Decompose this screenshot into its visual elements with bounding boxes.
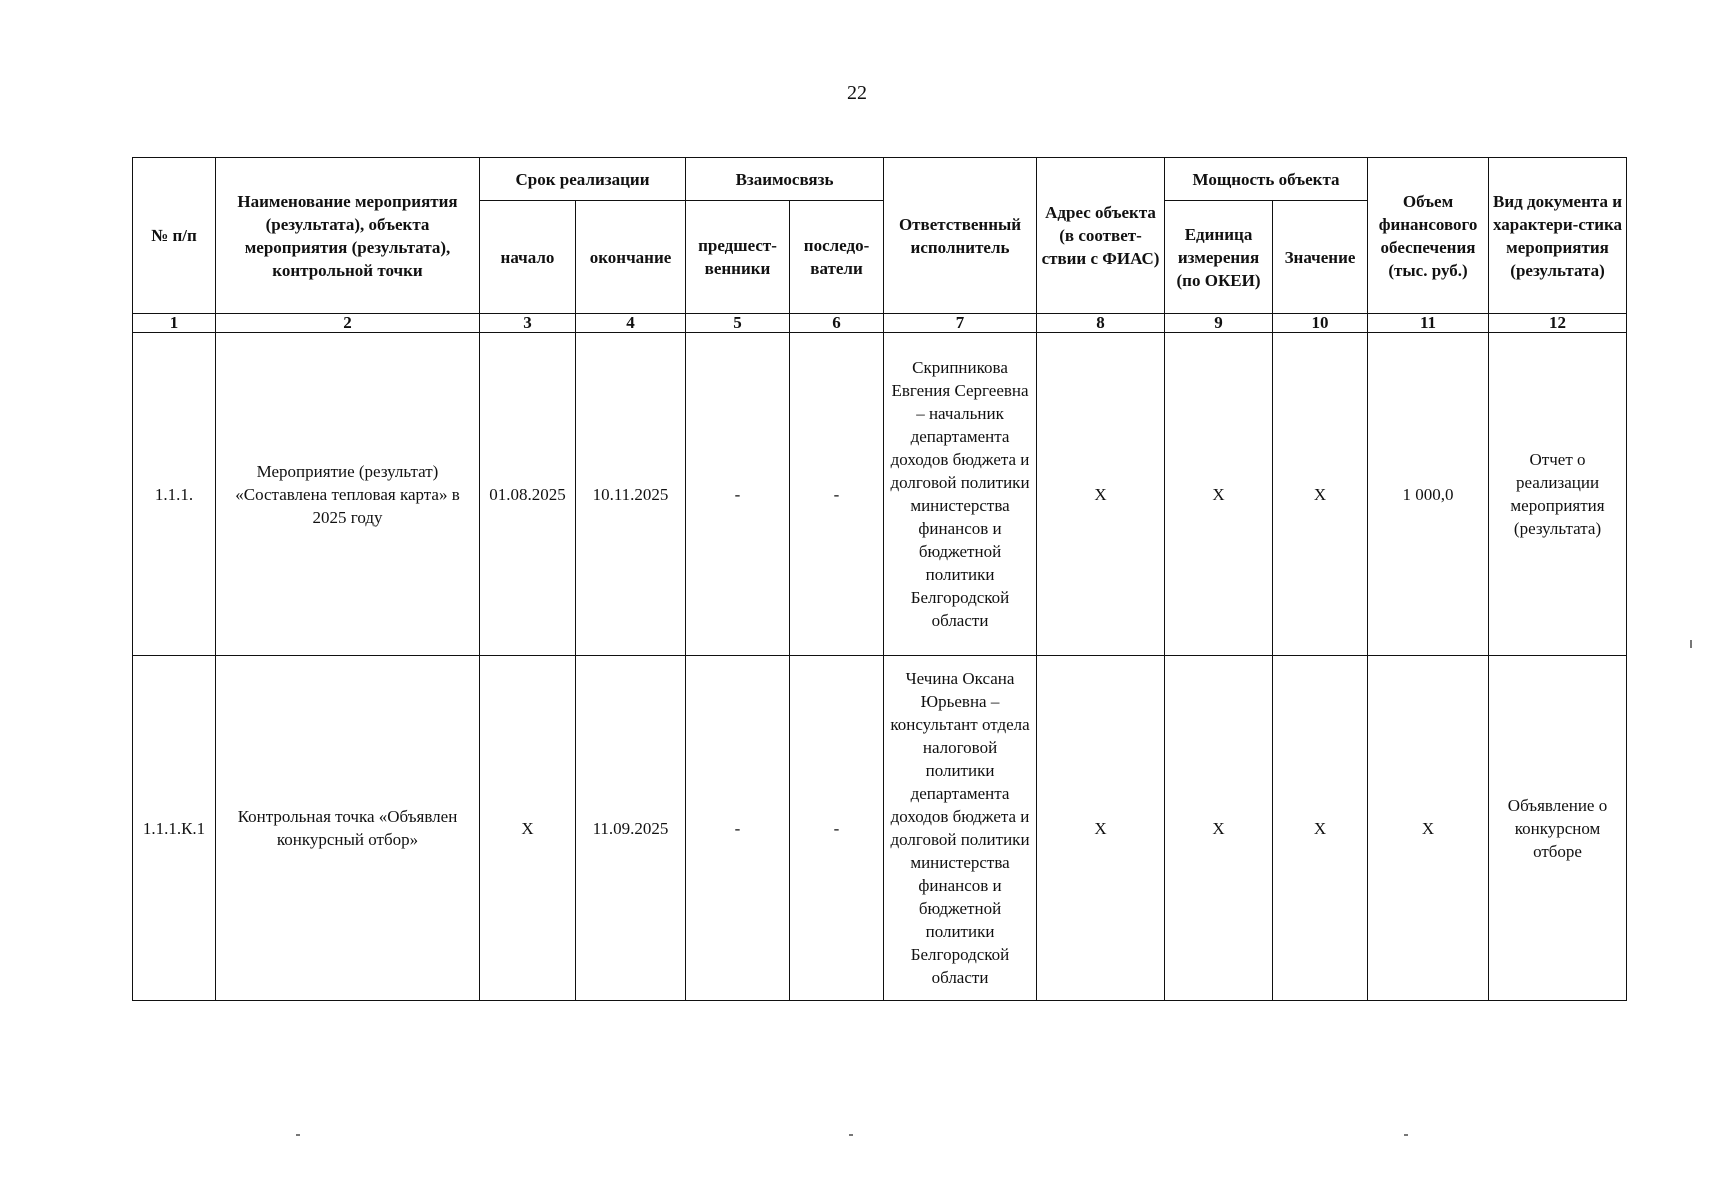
header-capacity: Мощность объекта [1165,158,1368,201]
column-number: 12 [1489,314,1627,333]
column-number: 5 [686,314,790,333]
scan-speck [296,1134,300,1136]
row-address: Х [1037,656,1165,1001]
header-term-end: окончание [576,201,686,314]
table-row [133,656,1627,1001]
header-name: Наименование мероприятия (результата), объекта мероприятия (результата), контрольной точки [216,158,480,314]
row-unit: Х [1165,333,1273,656]
row-name: Мероприятие (результат) «Составлена тепловая карта» в 2025 году [216,333,480,656]
row-prev: - [686,333,790,656]
row-prev: - [686,656,790,1001]
column-number: 7 [884,314,1037,333]
header-capacity-value: Значение [1273,201,1368,314]
row-name: Контрольная точка «Объявлен конкурсный отбор» [216,656,480,1001]
row-num: 1.1.1.К.1 [133,656,216,1001]
row-value: Х [1273,333,1368,656]
column-number: 4 [576,314,686,333]
page-number: 22 [847,82,867,104]
header-executor: Ответственный исполнитель [884,158,1037,314]
scan-speck [849,1134,853,1136]
row-end: 10.11.2025 [576,333,686,656]
header-relation-next: последо-ватели [790,201,884,314]
row-num: 1.1.1. [133,333,216,656]
header-relation: Взаимосвязь [686,158,884,201]
row-address: Х [1037,333,1165,656]
row-unit: Х [1165,656,1273,1001]
header-row-top [133,158,1627,201]
scan-speck [1690,640,1692,648]
row-next: - [790,656,884,1001]
row-value: Х [1273,656,1368,1001]
header-doc: Вид документа и характери-стика мероприятия (результата) [1489,158,1627,314]
header-relation-prev: предшест-венники [686,201,790,314]
header-term: Срок реализации [480,158,686,201]
row-next: - [790,333,884,656]
row-end: 11.09.2025 [576,656,686,1001]
column-number: 3 [480,314,576,333]
header-capacity-unit: Единица измерения (по ОКЕИ) [1165,201,1273,314]
column-number: 11 [1368,314,1489,333]
column-number: 1 [133,314,216,333]
row-finance: 1 000,0 [1368,333,1489,656]
column-number: 8 [1037,314,1165,333]
table-row [133,333,1627,656]
column-number: 10 [1273,314,1368,333]
row-executor: Чечина Оксана Юрьевна – консультант отдела налоговой политики департамента доходов бюджета и долговой политики министерства финансов и бюджетной политики Белгородской области [884,656,1037,1001]
row-start: 01.08.2025 [480,333,576,656]
row-start: Х [480,656,576,1001]
column-number: 2 [216,314,480,333]
implementation-plan-table [132,157,1627,1001]
row-doc: Отчет о реализации мероприятия (результата) [1489,333,1627,656]
header-term-start: начало [480,201,576,314]
column-number: 6 [790,314,884,333]
column-number-row [133,314,1627,333]
header-num: № п/п [133,158,216,314]
row-finance: Х [1368,656,1489,1001]
row-executor: Скрипникова Евгения Сергеевна – начальник департамента доходов бюджета и долговой политики министерства финансов и бюджетной политики Белгородской области [884,333,1037,656]
scan-speck [1404,1134,1408,1136]
header-address: Адрес объекта (в соответ-ствии с ФИАС) [1037,158,1165,314]
header-finance: Объем финансового обеспечения (тыс. руб.) [1368,158,1489,314]
row-doc: Объявление о конкурсном отборе [1489,656,1627,1001]
column-number: 9 [1165,314,1273,333]
